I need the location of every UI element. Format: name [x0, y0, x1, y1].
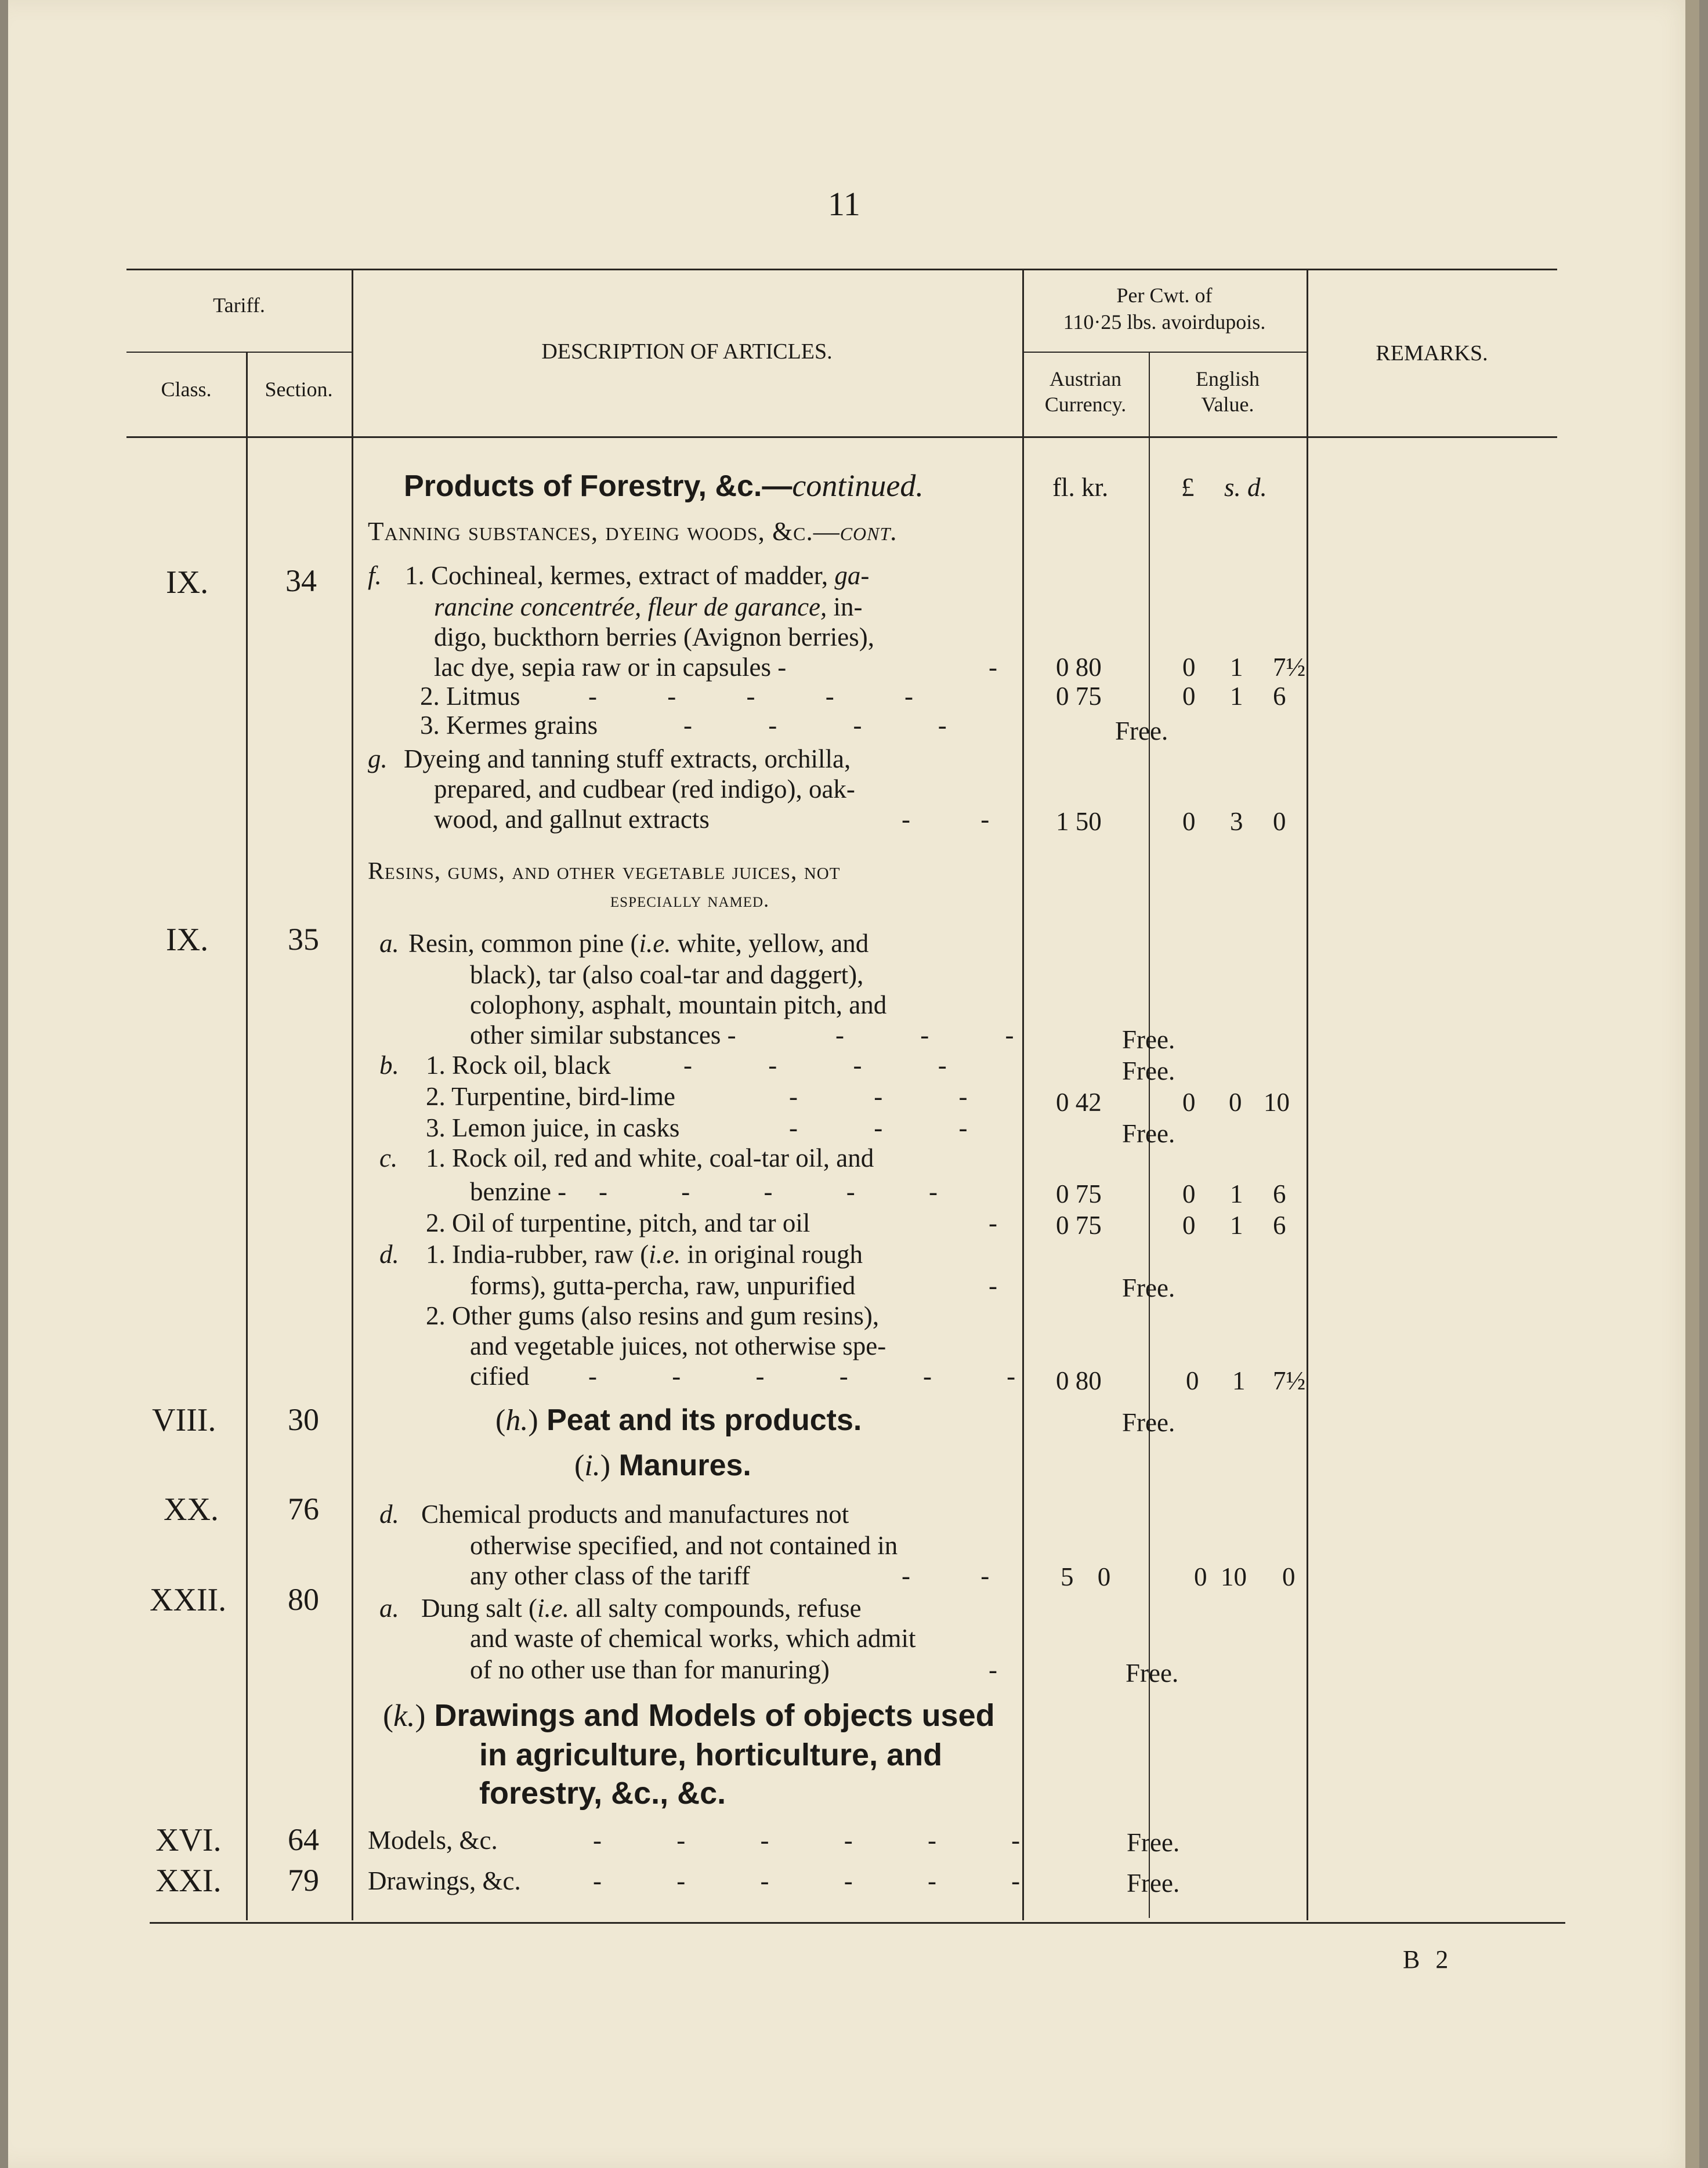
section-64: 64 — [288, 1822, 319, 1857]
d1-line1-ie: i.e. — [649, 1240, 681, 1269]
header-section: Section. — [265, 378, 333, 401]
f1-line2-italic1: rancine concentrée, — [434, 592, 642, 621]
aa-dash: - — [989, 1655, 997, 1684]
products-heading — [404, 468, 924, 504]
header-class: Class. — [161, 378, 212, 401]
a-line2: black), tar (also coal-tar and daggert), — [470, 960, 864, 989]
c2-pence: 6 — [1273, 1211, 1286, 1240]
d2-line1: 2. Other gums (also resins and gum resins), — [426, 1301, 880, 1330]
tanning-heading-cont: cont. — [839, 517, 898, 546]
d2-line3: cified — [470, 1362, 530, 1391]
a-free: Free. — [1122, 1025, 1175, 1054]
header-per-cwt-2: 110·25 lbs. avoirdupois. — [1063, 310, 1266, 334]
f2-dashes: - - - - - — [588, 682, 913, 711]
f1-dash: - — [989, 653, 997, 682]
b1-free: Free. — [1122, 1056, 1175, 1085]
h-heading-line: (h.) Peat and its products. — [495, 1403, 862, 1437]
f1-shillings: 1 — [1230, 653, 1243, 682]
aa-line1-text: Dung salt ( — [421, 1594, 537, 1623]
header-per-cwt-1: Per Cwt. of — [1116, 284, 1213, 307]
page-number: 11 — [828, 185, 860, 223]
d1-line2: forms), gutta-percha, raw, unpurified — [470, 1271, 856, 1300]
aa-line1-ie: i.e. — [537, 1594, 569, 1623]
dd-label: d. — [379, 1500, 399, 1529]
f1-austrian: 0 80 — [1056, 653, 1102, 682]
header-tariff: Tariff. — [213, 294, 265, 317]
c2-pound: 0 — [1182, 1211, 1196, 1240]
c1-line2: benzine - — [470, 1177, 567, 1206]
products-heading-text: Products of Forestry, &c.— — [404, 469, 793, 503]
page-edge — [1685, 0, 1699, 2168]
tanning-heading-text: Tanning substances, dyeing woods, &c.— — [368, 517, 840, 546]
f1-line2-italic2: fleur de garance, — [647, 592, 827, 621]
f2-line: 2. Litmus — [420, 682, 520, 711]
drawings-line: Drawings, &c. — [368, 1866, 521, 1895]
d2-dashes: - - - - - - — [588, 1362, 1016, 1391]
d2-shillings: 1 — [1232, 1366, 1246, 1395]
aa-label: a. — [379, 1594, 399, 1623]
c2-line: 2. Oil of turpentine, pitch, and tar oil — [426, 1208, 810, 1237]
table-bottom-rule — [150, 1922, 1565, 1924]
b3-free: Free. — [1122, 1119, 1175, 1148]
f2-austrian: 0 75 — [1056, 682, 1102, 711]
f3-dashes: - - - - — [683, 711, 947, 740]
signature-mark: B 2 — [1403, 1945, 1453, 1974]
unit-austrian: fl. kr. — [1052, 473, 1109, 502]
document-page — [8, 0, 1699, 2168]
d2-line2: and vegetable juices, not otherwise spe- — [470, 1331, 886, 1360]
c1-pence: 6 — [1273, 1179, 1286, 1208]
models-line: Models, &c. — [368, 1826, 498, 1855]
f1-line3: digo, buckthorn berries (Avignon berries), — [434, 622, 874, 652]
header-description: DESCRIPTION OF ARTICLES. — [541, 339, 833, 364]
g-line1: Dyeing and tanning stuff extracts, orchilla, — [404, 744, 851, 773]
a-line1-ie: i.e. — [639, 929, 671, 958]
aa-line3: of no other use than for manuring) — [470, 1655, 830, 1684]
dd-dashes: - - — [902, 1561, 990, 1590]
class-xvi: XVI. — [155, 1822, 222, 1858]
drawings-dashes: - - - - - - — [593, 1866, 1021, 1895]
a-line1 — [408, 928, 869, 958]
g-austrian: 1 50 — [1056, 807, 1102, 836]
b2-dashes: - - - — [789, 1082, 968, 1111]
section-34: 34 — [285, 563, 317, 598]
d1-line1-text: 1. India-rubber, raw ( — [426, 1240, 649, 1269]
unit-pound: £ — [1181, 473, 1195, 502]
f2-pound: 0 — [1182, 682, 1196, 711]
a-line1-text-b: white, yellow, and — [671, 929, 869, 958]
header-bottom-rule — [126, 436, 1557, 438]
header-austrian-2: Currency. — [1044, 393, 1127, 416]
d1-dash: - — [989, 1271, 997, 1300]
g-label: g. — [368, 744, 388, 773]
aa-line2: and waste of chemical works, which admit — [470, 1624, 916, 1653]
c1-line1: 1. Rock oil, red and white, coal-tar oil, and — [426, 1143, 874, 1172]
i-label: i. — [584, 1449, 600, 1482]
a-label: a. — [379, 929, 399, 958]
per-cwt-rule — [1022, 352, 1307, 353]
d-label: d. — [379, 1240, 399, 1269]
drawings-free: Free. — [1127, 1869, 1180, 1898]
aa-free: Free. — [1126, 1659, 1179, 1688]
dd-shillings: 10 — [1221, 1562, 1247, 1591]
i-heading-line: (i.) Manures. — [574, 1449, 751, 1482]
c2-austrian: 0 75 — [1056, 1211, 1102, 1240]
b1-dashes: - - - - — [683, 1051, 947, 1080]
resins-heading-2: especially named. — [610, 888, 770, 911]
f1-line2 — [434, 592, 863, 622]
b-label: b. — [379, 1051, 399, 1080]
header-remarks: REMARKS. — [1376, 341, 1488, 365]
g-pound: 0 — [1182, 807, 1196, 836]
f1-line2-end: in- — [833, 592, 863, 621]
d1-free: Free. — [1122, 1273, 1175, 1302]
section-description-divider — [352, 269, 353, 1920]
i-heading: Manures. — [618, 1449, 751, 1482]
models-dashes: - - - - - - — [593, 1826, 1021, 1855]
class-xx: XX. — [164, 1492, 219, 1528]
k-line2: in agriculture, horticulture, and — [479, 1738, 943, 1772]
header-english-1: English — [1195, 367, 1260, 390]
section-30: 30 — [288, 1402, 319, 1437]
class-viii: VIII. — [152, 1402, 216, 1438]
f1-line4: lac dye, sepia raw or in capsules - — [434, 653, 787, 682]
class-section-divider — [246, 352, 248, 1920]
d2-pence: 7½ — [1273, 1366, 1306, 1395]
b2-austrian: 0 42 — [1056, 1088, 1102, 1117]
f1-line1-italic: ga- — [834, 561, 870, 590]
c1-pound: 0 — [1182, 1179, 1196, 1208]
section-80: 80 — [288, 1582, 319, 1617]
class-ix-a: IX. — [166, 564, 209, 600]
models-free: Free. — [1127, 1828, 1180, 1857]
tariff-rule — [126, 352, 352, 353]
dd-pence: 0 — [1282, 1562, 1296, 1591]
header-austrian-1: Austrian — [1050, 367, 1121, 390]
f1-pence: 7½ — [1273, 653, 1306, 682]
d1-line1 — [426, 1239, 863, 1269]
header-english-2: Value. — [1201, 393, 1254, 416]
b2-shillings: 0 — [1229, 1088, 1242, 1117]
a-line4: other similar substances - — [470, 1020, 736, 1049]
class-xxii: XXII. — [150, 1582, 227, 1618]
products-heading-italic: continued. — [792, 468, 924, 503]
k-heading-line1: (k.) Drawings and Models of objects used — [383, 1698, 995, 1733]
aa-line1-text-b: all salty compounds, refuse — [569, 1594, 862, 1623]
section-79: 79 — [288, 1863, 319, 1898]
b2-pence: 10 — [1264, 1088, 1290, 1117]
f1-line1-text: 1. Cochineal, kermes, extract of madder, — [405, 561, 828, 590]
c1-dashes: - - - - - — [599, 1177, 938, 1206]
b3-line: 3. Lemon juice, in casks — [426, 1113, 680, 1142]
g-shillings: 3 — [1230, 807, 1243, 836]
b2-pound: 0 — [1182, 1088, 1196, 1117]
f1-pound: 0 — [1182, 653, 1196, 682]
f3-line: 3. Kermes grains — [420, 711, 598, 740]
c1-shillings: 1 — [1230, 1179, 1243, 1208]
section-35: 35 — [288, 922, 319, 957]
d1-line1-text-b: in original rough — [681, 1240, 863, 1269]
dd-austrian: 5 0 — [1061, 1562, 1111, 1591]
c2-shillings: 1 — [1230, 1211, 1243, 1240]
unit-sd: s. d. — [1224, 473, 1267, 502]
dd-line3: any other class of the tariff — [470, 1561, 750, 1590]
tanning-heading — [368, 516, 898, 546]
a-line3: colophony, asphalt, mountain pitch, and — [470, 990, 887, 1019]
g-line2: prepared, and cudbear (red indigo), oak- — [434, 774, 855, 804]
f3-free: Free. — [1115, 716, 1168, 745]
f-label: f. — [368, 561, 382, 590]
h-label: h. — [505, 1404, 529, 1437]
h-heading: Peat and its products. — [547, 1403, 862, 1437]
d2-austrian: 0 80 — [1056, 1366, 1102, 1395]
aa-line1 — [421, 1593, 862, 1623]
class-ix-b: IX. — [166, 922, 209, 958]
table-top-rule — [126, 269, 1557, 270]
g-dashes: - - — [902, 805, 990, 834]
dd-line2: otherwise specified, and not contained in — [470, 1531, 898, 1560]
description-austrian-divider — [1022, 269, 1024, 1920]
k-label: k. — [393, 1698, 415, 1733]
c1-austrian: 0 75 — [1056, 1179, 1102, 1208]
h-free: Free. — [1122, 1408, 1175, 1437]
k-line1: Drawings and Models of objects used — [434, 1698, 995, 1733]
c-label: c. — [379, 1143, 398, 1172]
dd-pound: 0 — [1194, 1562, 1207, 1591]
c2-dash: - — [989, 1208, 997, 1237]
b2-line: 2. Turpentine, bird-lime — [426, 1082, 675, 1111]
section-76: 76 — [288, 1492, 319, 1526]
g-pence: 0 — [1273, 807, 1286, 836]
a-dashes: - - - — [835, 1020, 1014, 1049]
b1-line: 1. Rock oil, black — [426, 1051, 611, 1080]
k-line3: forestry, &c., &c. — [479, 1776, 726, 1811]
g-line3: wood, and gallnut extracts — [434, 805, 710, 834]
dd-line1: Chemical products and manufactures not — [421, 1500, 849, 1529]
f1-line1 — [405, 560, 869, 591]
english-remarks-divider — [1307, 269, 1308, 1920]
d2-pound: 0 — [1186, 1366, 1199, 1395]
resins-heading-1: Resins, gums, and other vegetable juices, not — [368, 858, 841, 885]
f2-shillings: 1 — [1230, 682, 1243, 711]
class-xxi: XXI. — [155, 1863, 222, 1899]
a-line1-text: Resin, common pine ( — [408, 929, 639, 958]
b3-dashes: - - - — [789, 1113, 968, 1142]
f2-pence: 6 — [1273, 682, 1286, 711]
